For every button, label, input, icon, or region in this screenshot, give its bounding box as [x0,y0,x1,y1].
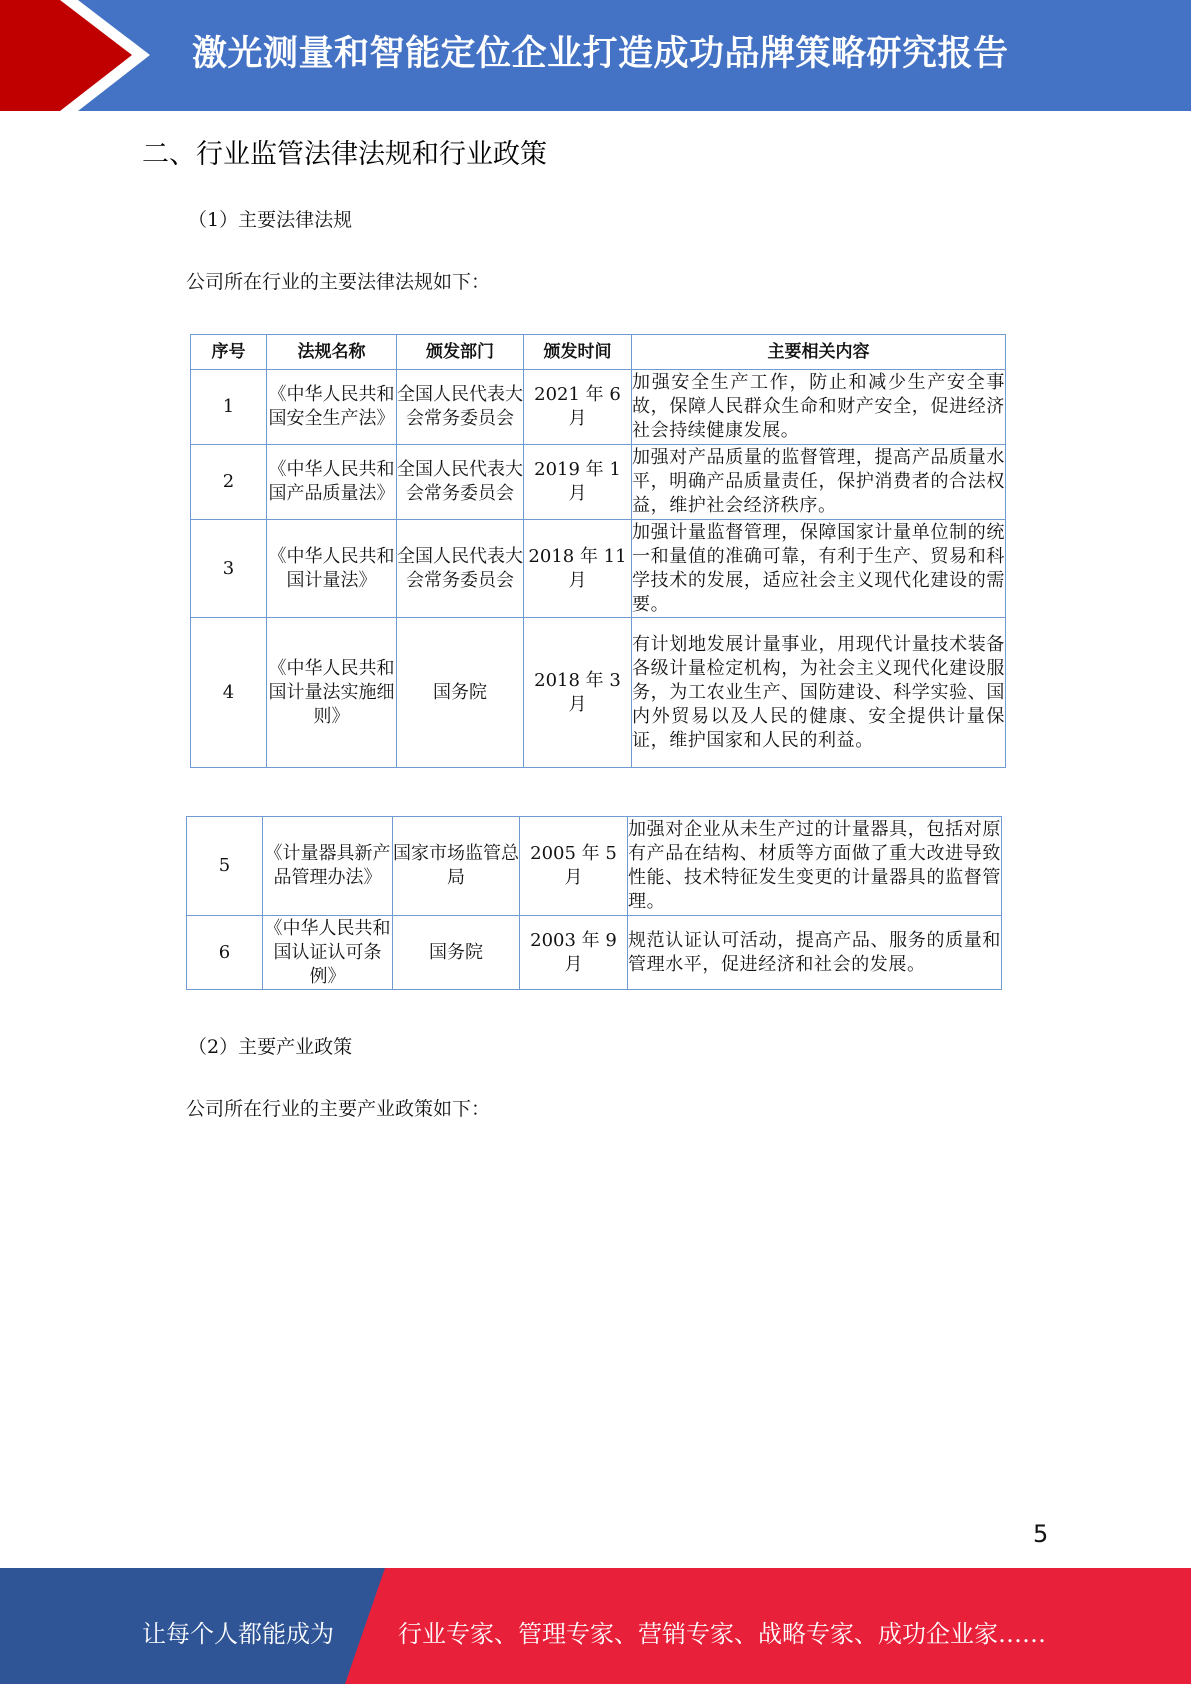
page-footer [0,1568,1191,1684]
table-row [191,445,1006,520]
footer-slogan-left: 让每个人都能成为 [142,1620,334,1648]
cell-time: 2021 年 6 月 [524,370,632,445]
section-title: 二、行业监管法律法规和行业政策 [142,139,547,170]
cell-no: 6 [187,916,263,990]
cell-time: 2019 年 1 月 [524,445,632,520]
cell-content: 有计划地发展计量事业，用现代计量技术装备各级计量检定机构，为社会主义现代化建设服务，为工农业生产、国防建设、科学实验、国内外贸易以及人民的健康、安全提供计量保证，维护国家和人民的利益。 [632,618,1006,768]
col-header-time: 颁发时间 [524,335,632,370]
header-chevron-icon [0,0,160,111]
cell-content: 规范认证认可活动，提高产品、服务的质量和管理水平，促进经济和社会的发展。 [628,916,1002,990]
cell-no: 1 [191,370,267,445]
cell-no: 4 [191,618,267,768]
subsection-policies: （2）主要产业政策 [188,1036,353,1058]
table-header-row [191,335,1006,370]
table-row [187,916,1002,990]
table-row [191,520,1006,618]
cell-no: 3 [191,520,267,618]
col-header-content: 主要相关内容 [632,335,1006,370]
intro-policies: 公司所在行业的主要产业政策如下： [186,1098,491,1120]
cell-time: 2018 年 11 月 [524,520,632,618]
footer-slogan-right: 行业专家、管理专家、营销专家、战略专家、成功企业家…… [398,1620,1046,1648]
cell-content: 加强安全生产工作，防止和减少生产安全事故，保障人民群众生命和财产安全，促进经济社会持续健康发展。 [632,370,1006,445]
cell-content: 加强对企业从未生产过的计量器具，包括对原有产品在结构、材质等方面做了重大改进导致性能、技术特征发生变更的计量器具的监督管理。 [628,817,1002,916]
laws-table-part1 [190,334,1006,768]
cell-no: 5 [187,817,263,916]
cell-name: 《中华人民共和国计量法》 [267,520,397,618]
cell-time: 2005 年 5 月 [520,817,628,916]
col-header-name: 法规名称 [267,335,397,370]
cell-dept: 国家市场监管总局 [393,817,520,916]
cell-name: 《中华人民共和国产品质量法》 [267,445,397,520]
col-header-dept: 颁发部门 [397,335,524,370]
subsection-laws: （1）主要法律法规 [188,209,353,231]
cell-content: 加强计量监督管理，保障国家计量单位制的统一和量值的准确可靠，有利于生产、贸易和科学技术的发展，适应社会主义现代化建设的需要。 [632,520,1006,618]
table-row [187,817,1002,916]
report-title: 激光测量和智能定位企业打造成功品牌策略研究报告 [192,34,1009,74]
cell-dept: 全国人民代表大会常务委员会 [397,445,524,520]
cell-content: 加强对产品质量的监督管理，提高产品质量水平，明确产品质量责任，保护消费者的合法权益，维护社会经济秩序。 [632,445,1006,520]
cell-dept: 全国人民代表大会常务委员会 [397,370,524,445]
cell-name: 《中华人民共和国计量法实施细则》 [267,618,397,768]
cell-time: 2003 年 9 月 [520,916,628,990]
page-header [0,0,1191,111]
cell-time: 2018 年 3 月 [524,618,632,768]
cell-dept: 国务院 [397,618,524,768]
cell-name: 《计量器具新产品管理办法》 [263,817,393,916]
table-row [191,618,1006,768]
cell-dept: 全国人民代表大会常务委员会 [397,520,524,618]
cell-name: 《中华人民共和国安全生产法》 [267,370,397,445]
intro-laws: 公司所在行业的主要法律法规如下： [186,271,491,293]
col-header-no: 序号 [191,335,267,370]
cell-dept: 国务院 [393,916,520,990]
cell-no: 2 [191,445,267,520]
cell-name: 《中华人民共和国认证认可条例》 [263,916,393,990]
page-number: 5 [1033,1520,1049,1548]
laws-table-part2 [186,816,1002,990]
table-row [191,370,1006,445]
